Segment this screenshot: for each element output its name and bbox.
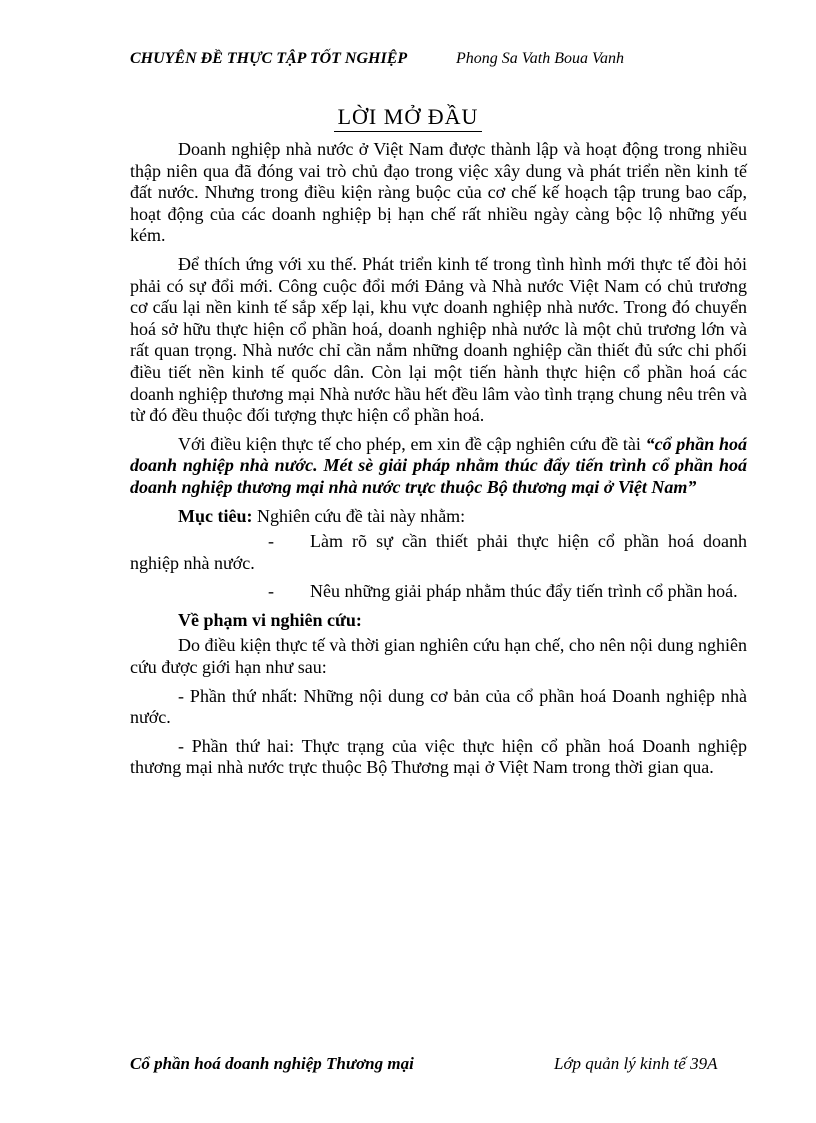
paragraph-intro: Doanh nghiệp nhà nước ở Việt Nam được thành lập và hoạt động trong nhiều thập niên qua đã đóng vai trò chủ đạo trong việc xây dung và phát triển nền kinh tế đất nước. Nhưng trong điều kiện ràng buộc của cơ chế kế hoạch tập trung bao cấp, hoạt động của các doanh nghiệp bị hạn chế rất nhiều ngày càng bộc lộ những yếu kém. xyxy=(130,139,747,246)
page-header xyxy=(130,50,750,68)
paragraph-scope: Do điều kiện thực tế và thời gian nghiên cứu hạn chế, cho nên nội dung nghiên cứu được giới hạn như sau: xyxy=(130,635,747,678)
bullet-text-2-content: Nêu những giải pháp nhằm thúc đẩy tiến trình cổ phần hoá. xyxy=(310,581,738,602)
document-body xyxy=(130,139,747,786)
header-author: Phong Sa Vath Boua Vanh xyxy=(456,50,624,67)
bullet-dash-2: - xyxy=(268,581,274,602)
page-title xyxy=(0,104,816,130)
paragraph-part-2: - Phần thứ hai: Thực trạng của việc thực hiện cổ phần hoá Doanh nghiệp thương mại nhà nước trực thuộc Bộ Thương mại ở Việt Nam trong thời gian qua. xyxy=(130,735,747,778)
objective-text: Nghiên cứu đề tài này nhằm: xyxy=(252,505,466,526)
paragraph-objective xyxy=(130,506,747,528)
footer-class: Lớp quản lý kinh tế 39A xyxy=(554,1054,718,1073)
paragraph-scope-heading xyxy=(130,610,747,632)
bullet-spacer-2 xyxy=(274,581,310,601)
paragraph-part-1: - Phần thứ nhất: Những nội dung cơ bản của cổ phần hoá Doanh nghiệp nhà nước. xyxy=(130,685,747,728)
paragraph-topic xyxy=(130,434,747,499)
topic-title: “cổ phần hoá doanh nghiệp nhà nước. Mét sè giải pháp nhằm thúc đẩy tiến trình cổ phần hoá doanh nghiệp thương mại nhà nước trực thuộc Bộ thương mại ở Việt Nam” xyxy=(130,433,747,497)
header-thesis-label: CHUYÊN ĐỀ THỰC TẬP TỐT NGHIỆP xyxy=(130,50,408,67)
scope-label: Về phạm vi nghiên cứu: xyxy=(178,609,362,630)
bullet-text-1 xyxy=(274,531,310,551)
paragraph-context: Để thích ứng với xu thế. Phát triển kinh tế trong tình hình mới thực tế đòi hỏi phải có sự đổi mới. Công cuộc đổi mới Đảng và Nhà nước Việt Nam có chủ trương cơ cấu lại nền kinh tế sắp xếp lại, khu vực doanh nghiệp nhà nước. Trong đó chuyển hoá sở hữu thực hiện cổ phần hoá, doanh nghiệp nhà nước là một chủ trương lớn và rất quan trọng. Nhà nước chỉ cần nắm những doanh nghiệp cần thiết đủ sức chi phối điều tiết nền kinh tế quốc dân. Còn lại một tiến hành thực hiện cổ phần hoá các doanh nghiệp thương mại Nhà nước hầu hết đều lâm vào tình trạng chung nêu trên và từ đó đều thuộc đối tượng thực hiện cổ phần hoá. xyxy=(130,253,747,426)
title-text: LỜI MỞ ĐẦU xyxy=(334,104,483,132)
footer-topic: Cổ phần hoá doanh nghiệp Thương mại xyxy=(130,1054,414,1073)
bullet-item-2 xyxy=(130,581,747,603)
objective-label: Mục tiêu: xyxy=(178,505,253,526)
bullet-item-1 xyxy=(130,531,747,574)
bullet-text-1-content: Làm rõ sự cần thiết phải thực hiện cổ phần hoá doanh nghiệp nhà nước. xyxy=(130,531,747,573)
topic-intro: Với điều kiện thực tế cho phép, em xin đề cập nghiên cứu đề tài xyxy=(178,433,646,454)
bullet-dash-1: - xyxy=(268,531,274,552)
page-footer xyxy=(130,1054,747,1074)
